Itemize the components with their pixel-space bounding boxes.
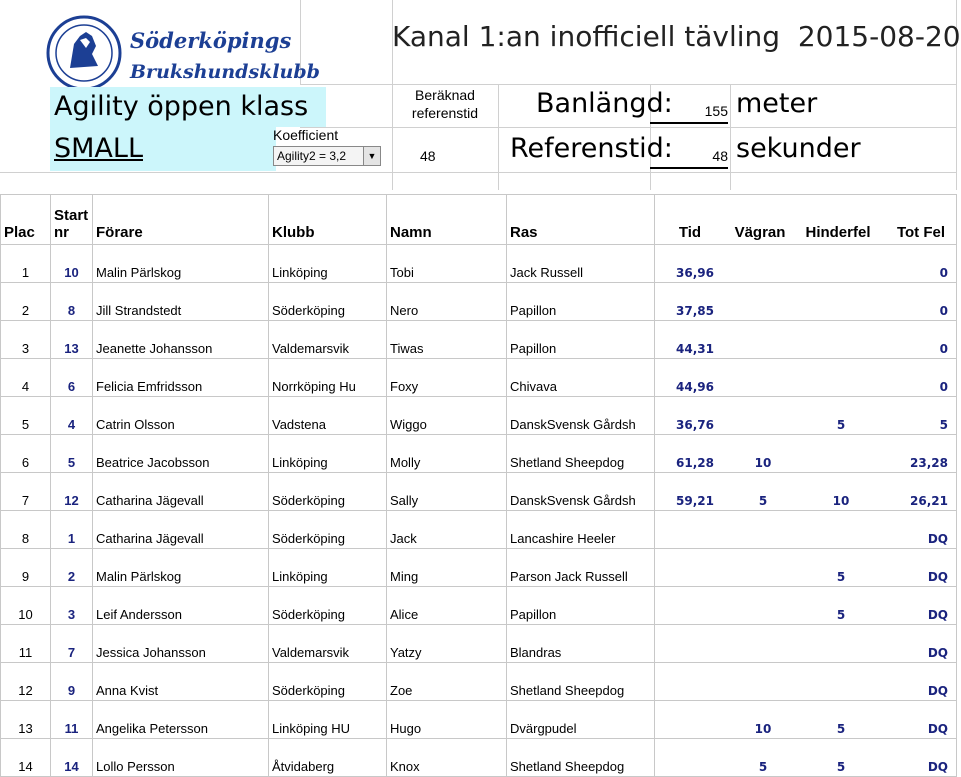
cell-results[interactable] [655, 283, 957, 321]
table-row[interactable] [1, 473, 957, 511]
gridline [300, 84, 956, 85]
cell-ras[interactable]: Papillon [507, 283, 655, 321]
cell-ras[interactable]: Shetland Sheepdog [507, 663, 655, 701]
col-klubb: Klubb [269, 195, 387, 245]
cell-results[interactable] [655, 587, 957, 625]
table-row[interactable] [1, 701, 957, 739]
class-label: Agility öppen klass [50, 87, 326, 127]
cell-results[interactable] [655, 625, 957, 663]
cell-forare[interactable]: Lollo Persson [93, 739, 269, 777]
size-class: SMALL [50, 127, 276, 171]
cell-start[interactable]: 1 [51, 511, 93, 549]
cell-plac[interactable]: 4 [1, 359, 51, 397]
gridline [730, 84, 731, 190]
cell-klubb[interactable]: Söderköping [269, 283, 387, 321]
col-namn: Namn [387, 195, 507, 245]
cell-forare[interactable]: Leif Andersson [93, 587, 269, 625]
cell-totfel: 0 [939, 304, 948, 318]
cell-forare[interactable]: Malin Pärlskog [93, 549, 269, 587]
cell-forare[interactable]: Catharina Jägevall [93, 511, 269, 549]
cell-totfel: 23,28 [910, 456, 948, 470]
cell-start[interactable]: 11 [51, 701, 93, 739]
table-row[interactable] [1, 549, 957, 587]
beraknad-referenstid-value: 48 [420, 148, 436, 164]
cell-results[interactable] [655, 473, 957, 511]
cell-totfel: DQ [927, 570, 948, 584]
referenstid-value[interactable]: 48 [650, 148, 728, 169]
col-forare: Förare [93, 195, 269, 245]
cell-forare[interactable]: Felicia Emfridsson [93, 359, 269, 397]
cell-tid: 44,96 [676, 380, 714, 394]
cell-plac[interactable]: 11 [1, 625, 51, 663]
cell-klubb[interactable]: Vadstena [269, 397, 387, 435]
cell-forare[interactable]: Jill Strandstedt [93, 283, 269, 321]
cell-plac[interactable]: 9 [1, 549, 51, 587]
cell-start[interactable]: 3 [51, 587, 93, 625]
cell-tid: 36,76 [676, 418, 714, 432]
cell-results[interactable] [655, 663, 957, 701]
cell-klubb[interactable]: Linköping HU [269, 701, 387, 739]
cell-plac[interactable]: 10 [1, 587, 51, 625]
cell-ras[interactable]: Blandras [507, 625, 655, 663]
title-text: Kanal 1:an inofficiell tävling [392, 20, 781, 53]
cell-ras[interactable]: Papillon [507, 321, 655, 359]
beraknad-label-line1: Beräknad [415, 87, 475, 103]
cell-namn[interactable]: Jack [387, 511, 507, 549]
table-row[interactable] [1, 587, 957, 625]
beraknad-label-line2: referenstid [411, 105, 479, 121]
header-row [1, 195, 957, 245]
svg-text:Brukshundsklubb: Brukshundsklubb [130, 61, 320, 83]
cell-klubb[interactable]: Valdemarsvik [269, 321, 387, 359]
cell-totfel: DQ [927, 608, 948, 622]
table-row[interactable] [1, 321, 957, 359]
cell-totfel: DQ [927, 646, 948, 660]
cell-hinderfel: 5 [836, 722, 846, 736]
cell-forare[interactable]: Malin Pärlskog [93, 245, 269, 283]
coefficient-dropdown[interactable] [273, 146, 381, 166]
table-row[interactable] [1, 359, 957, 397]
cell-ras[interactable]: Shetland Sheepdog [507, 435, 655, 473]
cell-tid: 36,96 [676, 266, 714, 280]
cell-klubb[interactable]: Söderköping [269, 587, 387, 625]
cell-start[interactable]: 8 [51, 283, 93, 321]
cell-start[interactable]: 7 [51, 625, 93, 663]
cell-results[interactable] [655, 549, 957, 587]
cell-klubb[interactable]: Linköping [269, 435, 387, 473]
cell-tid: 61,28 [676, 456, 714, 470]
cell-ras[interactable]: Lancashire Heeler [507, 511, 655, 549]
referenstid-label: Referenstid: [510, 133, 673, 164]
cell-namn[interactable]: Foxy [387, 359, 507, 397]
col-vagran: Vägran [734, 224, 786, 241]
competition-title [392, 20, 961, 53]
cell-plac[interactable]: 14 [1, 739, 51, 777]
cell-totfel: DQ [927, 722, 948, 736]
col-start [51, 195, 93, 245]
cell-ras[interactable]: Jack Russell [507, 245, 655, 283]
cell-klubb[interactable]: Linköping [269, 549, 387, 587]
gridline [0, 172, 956, 173]
club-logo [46, 14, 320, 92]
cell-plac[interactable]: 3 [1, 321, 51, 359]
referenstid-unit: sekunder [736, 133, 861, 164]
cell-forare[interactable]: Catharina Jägevall [93, 473, 269, 511]
cell-plac[interactable]: 12 [1, 663, 51, 701]
cell-totfel: 5 [939, 418, 948, 432]
cell-results[interactable] [655, 245, 957, 283]
table-row[interactable] [1, 625, 957, 663]
cell-ras[interactable]: Papillon [507, 587, 655, 625]
table-row[interactable] [1, 511, 957, 549]
cell-namn[interactable]: Alice [387, 587, 507, 625]
cell-klubb[interactable]: Söderköping [269, 663, 387, 701]
col-hinderfel: Hinderfel [805, 224, 871, 241]
cell-totfel: DQ [927, 760, 948, 774]
cell-tid: 59,21 [676, 494, 714, 508]
coefficient-label: Koefficient [273, 127, 339, 143]
cell-vagran: 5 [758, 494, 768, 508]
cell-results[interactable] [655, 397, 957, 435]
cell-totfel: 0 [939, 380, 948, 394]
cell-results[interactable] [655, 359, 957, 397]
cell-totfel: DQ [927, 532, 948, 546]
cell-forare[interactable]: Jeanette Johansson [93, 321, 269, 359]
banlangd-value[interactable]: 155 [650, 103, 728, 124]
cell-klubb[interactable]: Linköping [269, 245, 387, 283]
cell-namn[interactable]: Sally [387, 473, 507, 511]
cell-plac[interactable]: 2 [1, 283, 51, 321]
table-row[interactable] [1, 663, 957, 701]
cell-forare[interactable]: Beatrice Jacobsson [93, 435, 269, 473]
col-start-line1: Start [54, 207, 89, 224]
cell-forare[interactable]: Jessica Johansson [93, 625, 269, 663]
cell-namn[interactable]: Nero [387, 283, 507, 321]
cell-klubb[interactable]: Norrköping Hu [269, 359, 387, 397]
beraknad-referenstid-label [392, 86, 498, 122]
cell-namn[interactable]: Hugo [387, 701, 507, 739]
cell-start[interactable]: 2 [51, 549, 93, 587]
table-row[interactable] [1, 739, 957, 777]
cell-plac[interactable]: 8 [1, 511, 51, 549]
banlangd-unit: meter [736, 88, 818, 119]
cell-namn[interactable]: Molly [387, 435, 507, 473]
cell-namn[interactable]: Tiwas [387, 321, 507, 359]
cell-start[interactable]: 12 [51, 473, 93, 511]
cell-klubb[interactable]: Valdemarsvik [269, 625, 387, 663]
cell-namn[interactable]: Knox [387, 739, 507, 777]
table-row[interactable] [1, 283, 957, 321]
cell-namn[interactable]: Yatzy [387, 625, 507, 663]
cell-plac[interactable]: 7 [1, 473, 51, 511]
banlangd-label: Banlängd: [536, 88, 673, 119]
cell-results[interactable] [655, 321, 957, 359]
cell-forare[interactable]: Anna Kvist [93, 663, 269, 701]
cell-ras[interactable]: Parson Jack Russell [507, 549, 655, 587]
cell-hinderfel: 5 [836, 760, 846, 774]
cell-plac[interactable]: 5 [1, 397, 51, 435]
cell-klubb[interactable]: Söderköping [269, 473, 387, 511]
table-row[interactable] [1, 397, 957, 435]
cell-vagran: 5 [758, 760, 768, 774]
cell-forare[interactable]: Angelika Petersson [93, 701, 269, 739]
table-row[interactable] [1, 245, 957, 283]
cell-results[interactable] [655, 511, 957, 549]
cell-results[interactable] [655, 701, 957, 739]
cell-hinderfel: 5 [836, 608, 846, 622]
cell-ras[interactable]: DanskSvensk Gårdsh [507, 473, 655, 511]
table-row[interactable] [1, 435, 957, 473]
col-start-line2: nr [54, 224, 69, 241]
cell-start[interactable]: 14 [51, 739, 93, 777]
cell-ras[interactable]: Dvärgpudel [507, 701, 655, 739]
competition-date: 2015-08-20 [797, 20, 961, 53]
dropdown-arrow-icon[interactable]: ▼ [363, 147, 380, 165]
cell-vagran: 10 [754, 722, 772, 736]
cell-klubb[interactable]: Söderköping [269, 511, 387, 549]
cell-tid: 44,31 [676, 342, 714, 356]
cell-namn[interactable]: Wiggo [387, 397, 507, 435]
cell-start[interactable]: 13 [51, 321, 93, 359]
cell-namn[interactable]: Ming [387, 549, 507, 587]
gridline [300, 127, 956, 128]
cell-results[interactable] [655, 739, 957, 777]
col-ras: Ras [507, 195, 655, 245]
col-tid: Tid [678, 224, 702, 241]
cell-klubb[interactable]: Åtvidaberg [269, 739, 387, 777]
cell-ras[interactable]: DanskSvensk Gårdsh [507, 397, 655, 435]
cell-namn[interactable]: Tobi [387, 245, 507, 283]
cell-start[interactable]: 6 [51, 359, 93, 397]
col-totfel: Tot Fel [896, 224, 945, 241]
gridline [498, 84, 499, 190]
cell-totfel: 0 [939, 342, 948, 356]
cell-hinderfel: 5 [836, 570, 846, 584]
club-logo-image [46, 14, 320, 92]
cell-plac[interactable]: 1 [1, 245, 51, 283]
cell-results[interactable] [655, 435, 957, 473]
cell-start[interactable]: 9 [51, 663, 93, 701]
cell-forare[interactable]: Catrin Olsson [93, 397, 269, 435]
coefficient-value: Agility2 = 3,2 [277, 149, 347, 163]
cell-hinderfel: 5 [836, 418, 846, 432]
cell-plac[interactable]: 6 [1, 435, 51, 473]
col-results [655, 195, 957, 245]
cell-start[interactable]: 5 [51, 435, 93, 473]
results-table [0, 194, 957, 777]
svg-text:Söderköpings: Söderköpings [130, 28, 292, 53]
cell-ras[interactable]: Chivava [507, 359, 655, 397]
col-plac: Plac [1, 195, 51, 245]
cell-start[interactable]: 4 [51, 397, 93, 435]
cell-ras[interactable]: Shetland Sheepdog [507, 739, 655, 777]
cell-start[interactable]: 10 [51, 245, 93, 283]
cell-tid: 37,85 [676, 304, 714, 318]
cell-totfel: 0 [939, 266, 948, 280]
cell-hinderfel: 10 [832, 494, 850, 508]
cell-vagran: 10 [754, 456, 772, 470]
cell-totfel: 26,21 [910, 494, 948, 508]
cell-namn[interactable]: Zoe [387, 663, 507, 701]
cell-totfel: DQ [927, 684, 948, 698]
cell-plac[interactable]: 13 [1, 701, 51, 739]
